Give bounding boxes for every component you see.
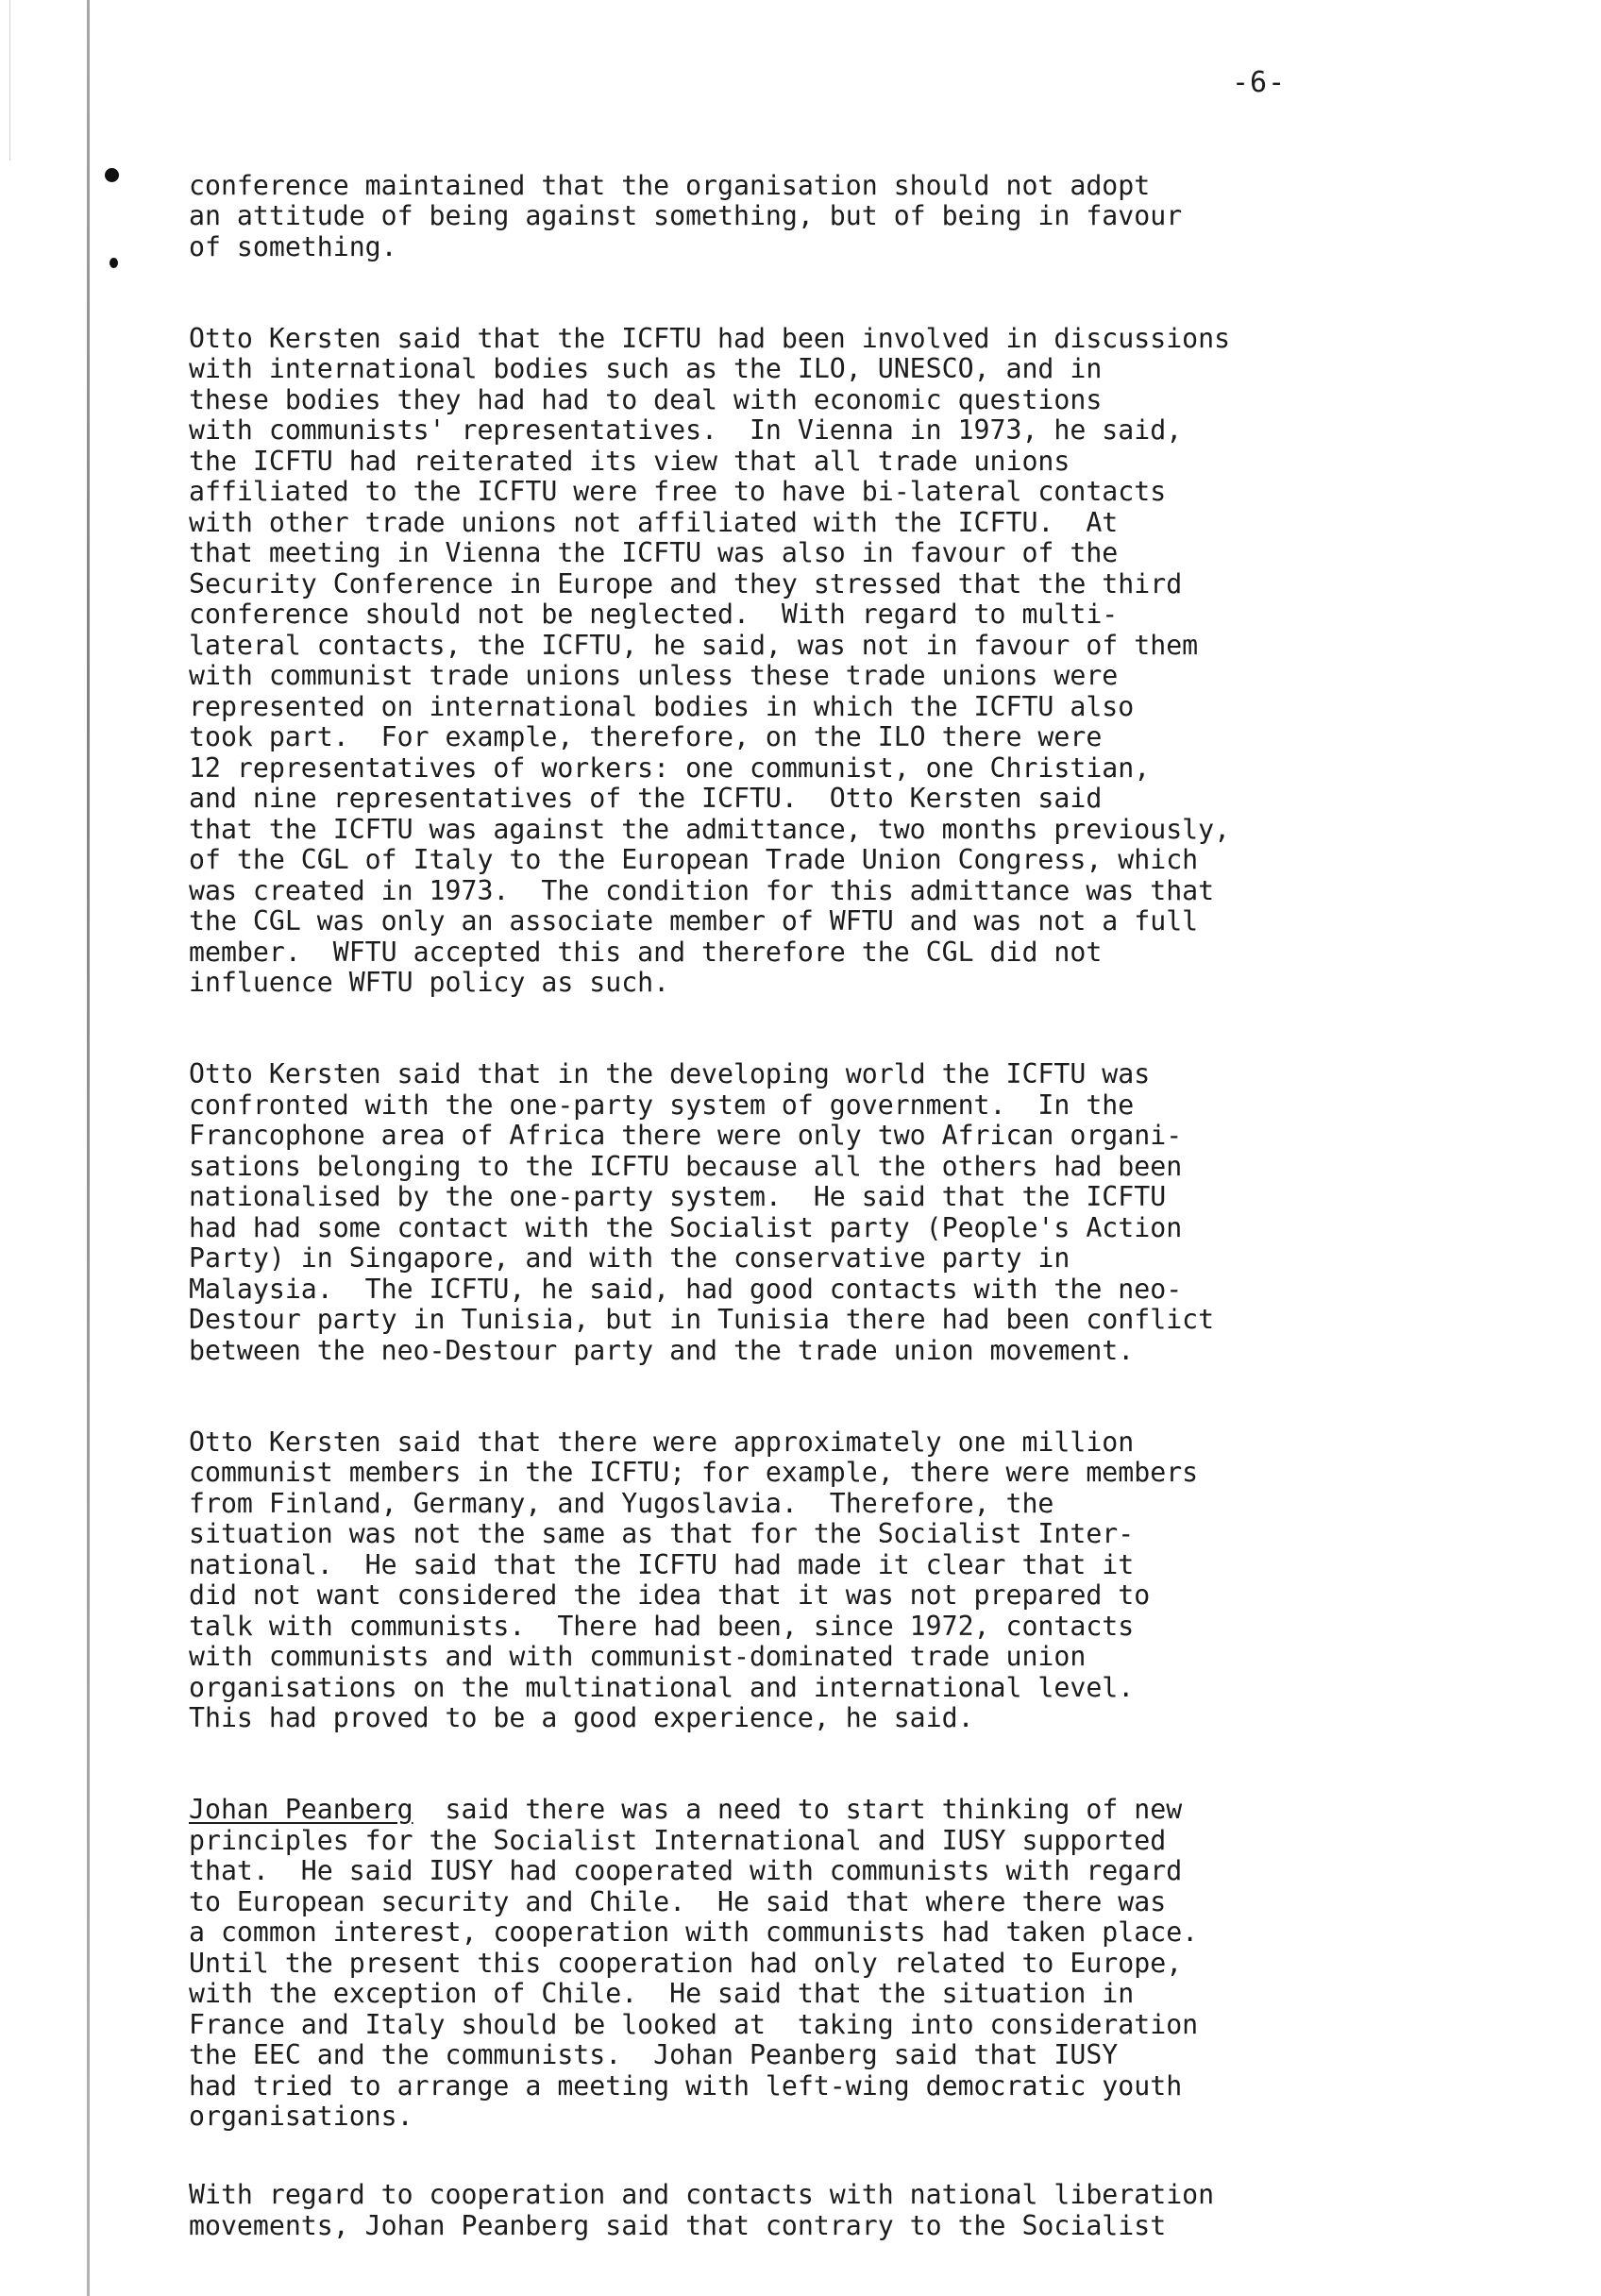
- text-line: between the neo-Destour party and the trade union movement.: [189, 1334, 1135, 1366]
- paragraph-kersten-international-bodies: [189, 293, 1416, 999]
- text-line: With regard to cooperation and contacts with national liberation: [189, 2179, 1215, 2210]
- text-line: Francophone area of Africa there were only two African organi-: [189, 1120, 1183, 1151]
- text-line: lateral contacts, the ICFTU, he said, was not in favour of them: [189, 629, 1199, 661]
- text-line: from Finland, Germany, and Yugoslavia. Therefore, the: [189, 1487, 1054, 1519]
- text-line: Until the present this cooperation had only related to Europe,: [189, 1947, 1183, 1979]
- text-line: Otto Kersten said that the ICFTU had been involved in discussions: [189, 322, 1231, 354]
- text-line: with other trade unions not affiliated with the ICFTU. At: [189, 506, 1119, 538]
- text-line: with communist trade unions unless these trade unions were: [189, 660, 1119, 691]
- text-line: nationalised by the one-party system. He said that the ICFTU: [189, 1181, 1167, 1212]
- document-body: [189, 140, 1416, 2241]
- text-line: that. He said IUSY had cooperated with communists with regard: [189, 1855, 1183, 1886]
- text-line: sations belonging to the ICFTU because all the others had been: [189, 1150, 1183, 1182]
- text-line: Destour party in Tunisia, but in Tunisia there had been conflict: [189, 1304, 1215, 1335]
- text-line: Malaysia. The ICFTU, he said, had good contacts with the neo-: [189, 1273, 1183, 1305]
- text-line: affiliated to the ICFTU were free to have bi-lateral contacts: [189, 476, 1167, 507]
- text-line: confronted with the one-party system of government. In the: [189, 1089, 1135, 1121]
- text-line: did not want considered the idea that it was not prepared to: [189, 1579, 1151, 1611]
- paragraph-peanberg-liberation-movements: [189, 2150, 1416, 2242]
- text-line: talk with communists. There had been, since 1972, contacts: [189, 1610, 1135, 1642]
- text-line: organisations.: [189, 2101, 413, 2132]
- text-line: of the CGL of Italy to the European Trade Union Congress, which: [189, 844, 1199, 875]
- text-line: France and Italy should be looked at taking into consideration: [189, 2008, 1199, 2040]
- text-line: a common interest, cooperation with communists had taken place.: [189, 1916, 1199, 1948]
- text-line: situation was not the same as that for the Socialist Inter-: [189, 1518, 1135, 1549]
- text-line: the ICFTU had reiterated its view that all trade unions: [189, 445, 1070, 477]
- text-line: with international bodies such as the ILO, UNESCO, and in: [189, 353, 1103, 384]
- text-line: with communists and with communist-dominated trade union: [189, 1641, 1087, 1672]
- page-number: -6-: [1232, 66, 1287, 99]
- text-line: was created in 1973. The condition for this admittance was that: [189, 874, 1215, 906]
- text-line: communist members in the ICFTU; for example, there were members: [189, 1457, 1199, 1488]
- punch-hole-mark: [105, 168, 119, 182]
- text-line: national. He said that the ICFTU had made it clear that it: [189, 1548, 1135, 1580]
- speaker-name: Johan Peanberg: [189, 1794, 413, 1825]
- text-line: to European security and Chile. He said that where there was: [189, 1885, 1167, 1917]
- text-line: This had proved to be a good experience, he said.: [189, 1702, 974, 1733]
- paragraph-conference-attitude: [189, 140, 1416, 262]
- text-line: conference maintained that the organisation should not adopt: [189, 169, 1151, 201]
- text-line: with communists' representatives. In Vienna in 1973, he said,: [189, 414, 1183, 446]
- text-line: 12 representatives of workers: one communist, one Christian,: [189, 751, 1151, 784]
- text-line: Otto Kersten said that in the developing world the ICFTU was: [189, 1058, 1151, 1089]
- text-line: with the exception of Chile. He said that the situation in: [189, 1978, 1135, 2009]
- punch-hole-mark: [110, 258, 118, 268]
- text-line: that the ICFTU was against the admittance, two months previously,: [189, 813, 1231, 845]
- text-line: Otto Kersten said that there were approximately one million: [189, 1426, 1135, 1458]
- text-line: of something.: [189, 230, 397, 262]
- text-line: [189, 1795, 1416, 1826]
- paragraph-peanberg-new-principles: [189, 1764, 1416, 2133]
- paragraph-kersten-developing-world: [189, 1029, 1416, 1367]
- text-line: organisations on the multinational and international level.: [189, 1671, 1135, 1703]
- text-line: the CGL was only an associate member of WFTU and was not a full: [189, 905, 1199, 937]
- text-line: that meeting in Vienna the ICFTU was also in favour of the: [189, 537, 1119, 568]
- text-line: influence WFTU policy as such.: [189, 967, 670, 998]
- page-edge-shadow: [9, 0, 10, 160]
- text-line: member. WFTU accepted this and therefore the CGL did not: [189, 936, 1103, 968]
- text-line: conference should not be neglected. With regard to multi-: [189, 599, 1119, 630]
- text-line: had tried to arrange a meeting with left-wing democratic youth: [189, 2069, 1183, 2102]
- left-margin-rule: [87, 0, 90, 2296]
- text-line: had had some contact with the Socialist party (People's Action: [189, 1211, 1183, 1243]
- text-line: movements, Johan Peanberg said that contrary to the Socialist: [189, 2209, 1167, 2241]
- text-fragment: said there was a need to start thinking of new: [413, 1794, 1183, 1825]
- text-line: Party) in Singapore, and with the conservative party in: [189, 1242, 1070, 1274]
- text-line: principles for the Socialist International and IUSY supported: [189, 1824, 1167, 1856]
- text-line: Security Conference in Europe and they stressed that the third: [189, 567, 1183, 599]
- text-line: represented on international bodies in which the ICFTU also: [189, 690, 1135, 722]
- text-line: the EEC and the communists. Johan Peanberg said that IUSY: [189, 2039, 1119, 2070]
- text-line: these bodies they had had to deal with economic questions: [189, 383, 1103, 415]
- text-line: and nine representatives of the ICFTU. Otto Kersten said: [189, 783, 1103, 814]
- text-line: an attitude of being against something, but of being in favour: [189, 200, 1183, 231]
- paragraph-kersten-communist-members: [189, 1396, 1416, 1734]
- text-line: took part. For example, therefore, on the ILO there were: [189, 721, 1103, 752]
